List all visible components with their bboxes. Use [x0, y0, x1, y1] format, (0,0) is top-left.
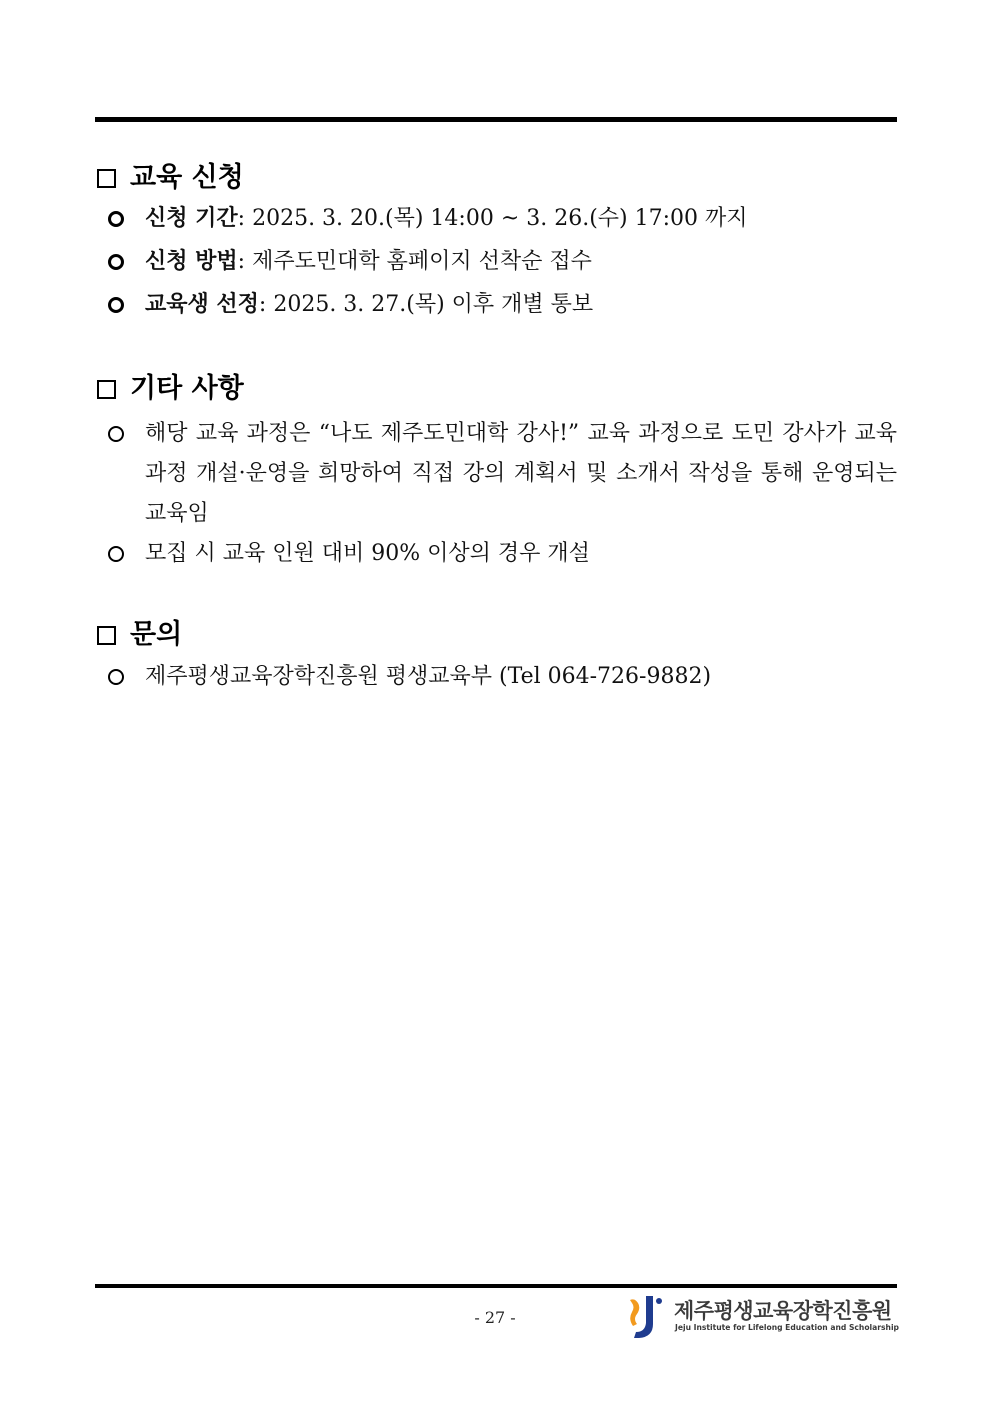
item-text: : 2025. 3. 27.(목) 이후 개별 통보 — [258, 292, 594, 317]
section-contact — [95, 617, 897, 697]
section-title: 문의 — [130, 619, 183, 650]
item-label: 교육생 선정 — [145, 292, 259, 317]
item-text: 제주평생교육장학진흥원 평생교육부 (Tel 064-726-9882) — [145, 664, 712, 689]
item-label: 신청 기간 — [145, 206, 238, 231]
circle-bullet-icon — [108, 426, 124, 442]
circle-bullet-icon — [108, 546, 124, 562]
section-apply — [95, 160, 897, 325]
jeju-logo-mark-icon — [626, 1294, 666, 1340]
list-item — [95, 657, 897, 697]
logo-korean-name: 제주평생교육장학진흥원 — [674, 1299, 892, 1323]
list-item — [95, 285, 897, 325]
list-item — [95, 534, 897, 574]
item-text: 해당 교육 과정은 “나도 제주도민대학 강사!” 교육 과정으로 도민 강사가 교육과정 개설·운영을 희망하여 직접 강의 계획서 및 소개서 작성을 통해 운영되는 교육임 — [145, 421, 897, 526]
circle-bullet-icon — [108, 297, 124, 313]
circle-bullet-icon — [108, 211, 124, 227]
item-text: 모집 시 교육 인원 대비 90% 이상의 경우 개설 — [145, 541, 590, 566]
item-text: : 제주도민대학 홈페이지 선착순 접수 — [237, 249, 592, 274]
section-title: 기타 사항 — [130, 373, 244, 404]
circle-bullet-icon — [108, 254, 124, 270]
section-etc — [95, 371, 897, 574]
checkbox-square-icon — [97, 380, 116, 399]
checkbox-square-icon — [97, 626, 116, 645]
page-number: - 27 - — [474, 1308, 516, 1327]
checkbox-square-icon — [97, 169, 116, 188]
section-heading — [95, 160, 897, 196]
item-text: : 2025. 3. 20.(목) 14:00 ~ 3. 26.(수) 17:00 까지 — [237, 206, 748, 231]
section-heading — [95, 617, 897, 653]
institute-logo — [626, 1292, 899, 1342]
section-heading — [95, 371, 897, 407]
section-title: 교육 신청 — [130, 162, 244, 193]
list-item — [95, 242, 897, 282]
bottom-rule — [95, 1284, 897, 1288]
logo-english-name: Jeju Institute for Lifelong Education and Scholarship — [675, 1323, 899, 1332]
item-label: 신청 방법 — [145, 249, 238, 274]
list-item — [95, 414, 897, 534]
top-rule — [95, 117, 897, 122]
circle-bullet-icon — [108, 669, 124, 685]
list-item — [95, 199, 897, 239]
